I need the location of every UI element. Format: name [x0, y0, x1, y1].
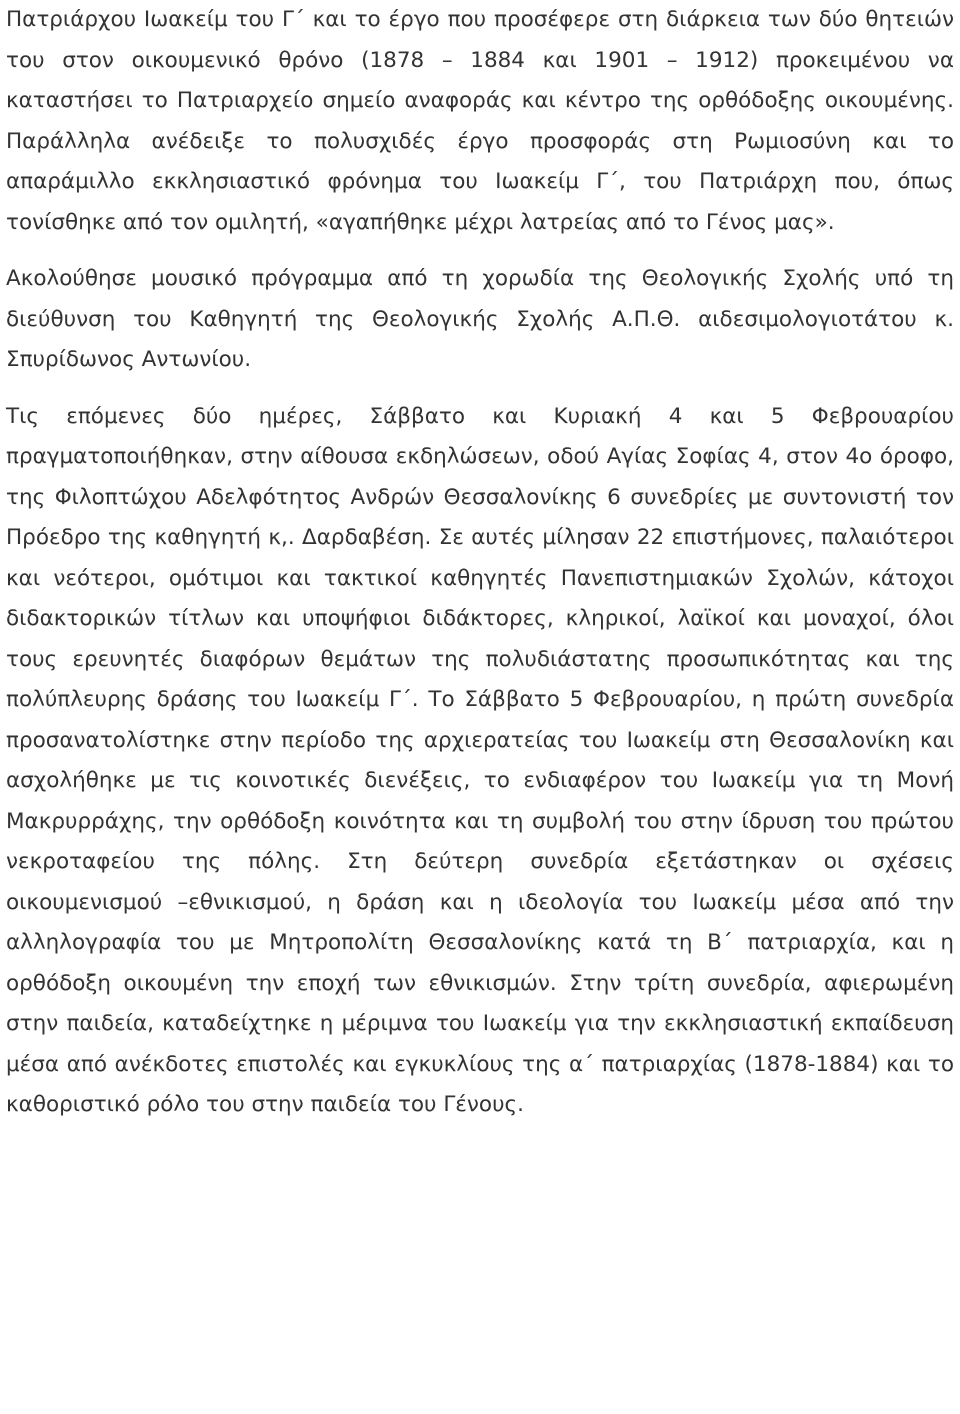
- paragraph-choir-program: Ακολούθησε μουσικό πρόγραμμα από τη χορωδία της Θεολογικής Σχολής υπό τη διεύθυνση του Καθηγητή της Θεολογικής Σχολής Α.Π.Θ. αιδεσιμολογιοτάτου κ. Σπυρίδωνος Αντωνίου.: [6, 266, 954, 372]
- document-page: [6, 0, 954, 1126]
- paragraph-jubilee-intro: Πατριάρχου Ιωακείμ του Γ΄ και το έργο που προσέφερε στη διάρκεια των δύο θητειών του στον οικουμενικό θρόνο (1878 – 1884 και 1901 – 1912) προκειμένου να καταστήσει το Πατριαρχείο σημείο αναφοράς και κέντρο της ορθόδοξης οικουμένης. Παράλληλα ανέδειξε το πολυσχιδές έργο προσφοράς στη Ρωμιοσύνη και το απαράμιλλο εκκλησιαστικό φρόνημα του Ιωακείμ Γ΄, του Πατριάρχη που, όπως τονίσθηκε από τον ομιλητή, «αγαπήθηκε μέχρι λατρείας από το Γένος μας».: [6, 7, 954, 235]
- paragraph-conference-sessions: Τις επόμενες δύο ημέρες, Σάββατο και Κυριακή 4 και 5 Φεβρουαρίου πραγματοποιήθηκαν, στην αίθουσα εκδηλώσεων, οδού Αγίας Σοφίας 4, στον 4ο όροφο, της Φιλοπτώχου Αδελφότητος Ανδρών Θεσσαλονίκης 6 συνεδρίες με συντονιστή τον Πρόεδρο της καθηγητή κ,. Δαρδαβέση. Σε αυτές μίλησαν 22 επιστήμονες, παλαιότεροι και νεότεροι, ομότιμοι και τακτικοί καθηγητές Πανεπιστημιακών Σχολών, κάτοχοι διδακτορικών τίτλων και υποψήφιοι διδάκτορες, κληρικοί, λαϊκοί και μοναχοί, όλοι τους ερευνητές διαφόρων θεμάτων της πολυδιάστατης προσωπικότητας και της πολύπλευρης δράσης του Ιωακείμ Γ΄. Το Σάββατο 5 Φεβρουαρίου, η πρώτη συνεδρία προσανατολίστηκε στην περίοδο της αρχιερατείας του Ιωακείμ στη Θεσσαλονίκη και ασχολήθηκε με τις κοινοτικές διενέξεις, το ενδιαφέρον του Ιωακείμ για τη Μονή Μακρυρράχης, την ορθόδοξη κοινότητα και τη συμβολή του στην ίδρυση του πρώτου νεκροταφείου της πόλης. Στη δεύτερη συνεδρία εξετάστηκαν οι σχέσεις οικουμενισμού –εθνικισμού, η δράση και η ιδεολογία του Ιωακείμ μέσα από την αλληλογραφία του με Μητροπολίτη Θεσσαλονίκης κατά τη Β΄ πατριαρχία, και η ορθόδοξη οικουμένη την εποχή των εθνικισμών. Στην τρίτη συνεδρία, αφιερωμένη στην παιδεία, καταδείχτηκε η μέριμνα του Ιωακείμ για την εκκλησιαστική εκπαίδευση μέσα από ανέκδοτες επιστολές και εγκυκλίους της α΄ πατριαρχίας (1878-1884) και το καθοριστικό ρόλο του στην παιδεία του Γένους.: [6, 403, 954, 1117]
